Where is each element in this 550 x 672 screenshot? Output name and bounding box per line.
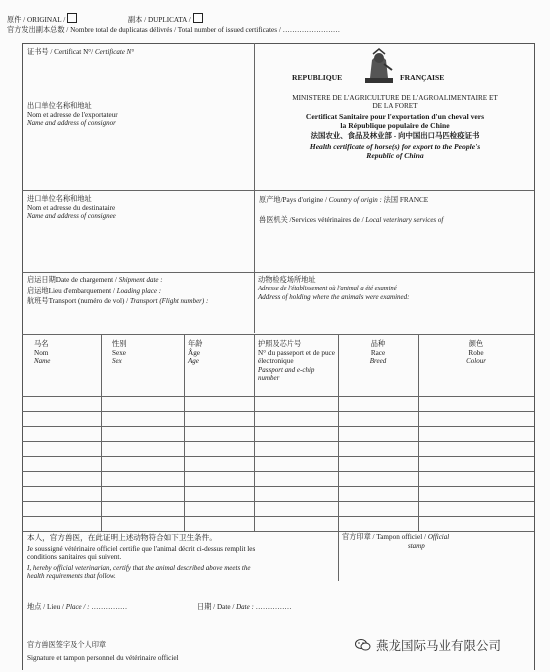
place-field[interactable]: 地点 / Lieu / Place / : …………… bbox=[27, 603, 128, 611]
ministry-text: MINISTERE DE L'AGRICULTURE DE L'AGROALIMENTAIRE ET DE LA FORET bbox=[292, 94, 498, 111]
holding-address-section: 动物检疫场所地址 Adresse de l'établissement où l'animal a été examiné Address of holding where the animals were examined: bbox=[258, 276, 410, 302]
veterinary-services: 兽医机关 /Services vétérinaires de / Local veterinary services of bbox=[259, 216, 444, 224]
date-field[interactable]: 日期 / Date / Date : …………… bbox=[197, 603, 292, 611]
republic-header bbox=[257, 46, 533, 189]
signature-section: 官方兽医签字及个人印章 Signature et tampon personnel du vétérinaire officiel bbox=[27, 641, 179, 662]
title-french: Certificat Sanitaire pour l'exportation d'un cheval vers la République populaire de Chine bbox=[305, 112, 485, 130]
watermark: 燕龙国际马业有限公司 bbox=[355, 636, 501, 654]
francaise-text: FRANÇAISE bbox=[400, 73, 445, 82]
official-stamp-section: 官方印章 / Tampon officiel / Official stamp bbox=[342, 533, 450, 550]
column-header-sex: 性别 Sexe Sex bbox=[112, 340, 127, 366]
original-checkbox[interactable] bbox=[67, 13, 77, 23]
total-duplicates-line: 官方发出副本总数 / Nombre total de duplicatas délivrés / Total number of issued certificates / …………………… bbox=[7, 26, 341, 34]
column-header-age: 年龄 Âge Age bbox=[188, 340, 203, 366]
column-header-name: 马名 Nom Name bbox=[34, 340, 51, 366]
title-chinese: 法国农业、食品及林业部 - 向中国出口马匹检疫证书 bbox=[310, 131, 480, 140]
column-header-breed: 品种 Race Breed bbox=[369, 340, 387, 366]
column-header-passport: 护照及芯片号 N° du passeport et de puce électronique Passport and e-chip number bbox=[258, 340, 335, 383]
declaration-section: 本人，官方兽医，在此证明上述动物符合如下卫生条件。 Je soussigné vétérinaire officiel certifie que l'animal décrit ci-dessus remplit les conditions sanitaires qui suivent. I, hereby official veterinarian, certify that the animal described above meets the health requirements that follow. bbox=[27, 533, 256, 581]
importer-section: 进口单位名称和地址 Nom et adresse du destinataire Name and address of consignee bbox=[27, 195, 116, 221]
exporter-section: 出口单位名称和地址 Nom et adresse de l'exportateur Name and address of consignor bbox=[27, 102, 118, 128]
original-label: 原件 / ORIGINAL / bbox=[7, 13, 77, 25]
title-english: Health certificate of horse(s) for export to the People's Republic of China bbox=[309, 142, 481, 160]
duplicate-checkbox[interactable] bbox=[193, 13, 203, 23]
certificate-number-label: 证书号 / Certificat N°/ Certificate N° bbox=[27, 48, 135, 56]
wechat-icon bbox=[355, 638, 371, 652]
duplicate-label: 副本 / DUPLICATA / bbox=[128, 13, 203, 25]
republique-text: REPUBLIQUE bbox=[292, 73, 343, 82]
country-of-origin: 原产地/Pays d'origine / Country of origin : 法国 FRANCE bbox=[259, 196, 429, 204]
shipment-section: 启运日期Date de chargement / Shipment date : 启运地Lieu d'embarquement / Loading place : 航班号Transport (numéro de vol) / Transport (Flight number) : bbox=[27, 276, 209, 306]
column-header-colour: 颜色 Robe Colour bbox=[466, 340, 486, 366]
marianne-emblem-icon bbox=[362, 48, 396, 86]
animals-table bbox=[22, 334, 534, 531]
